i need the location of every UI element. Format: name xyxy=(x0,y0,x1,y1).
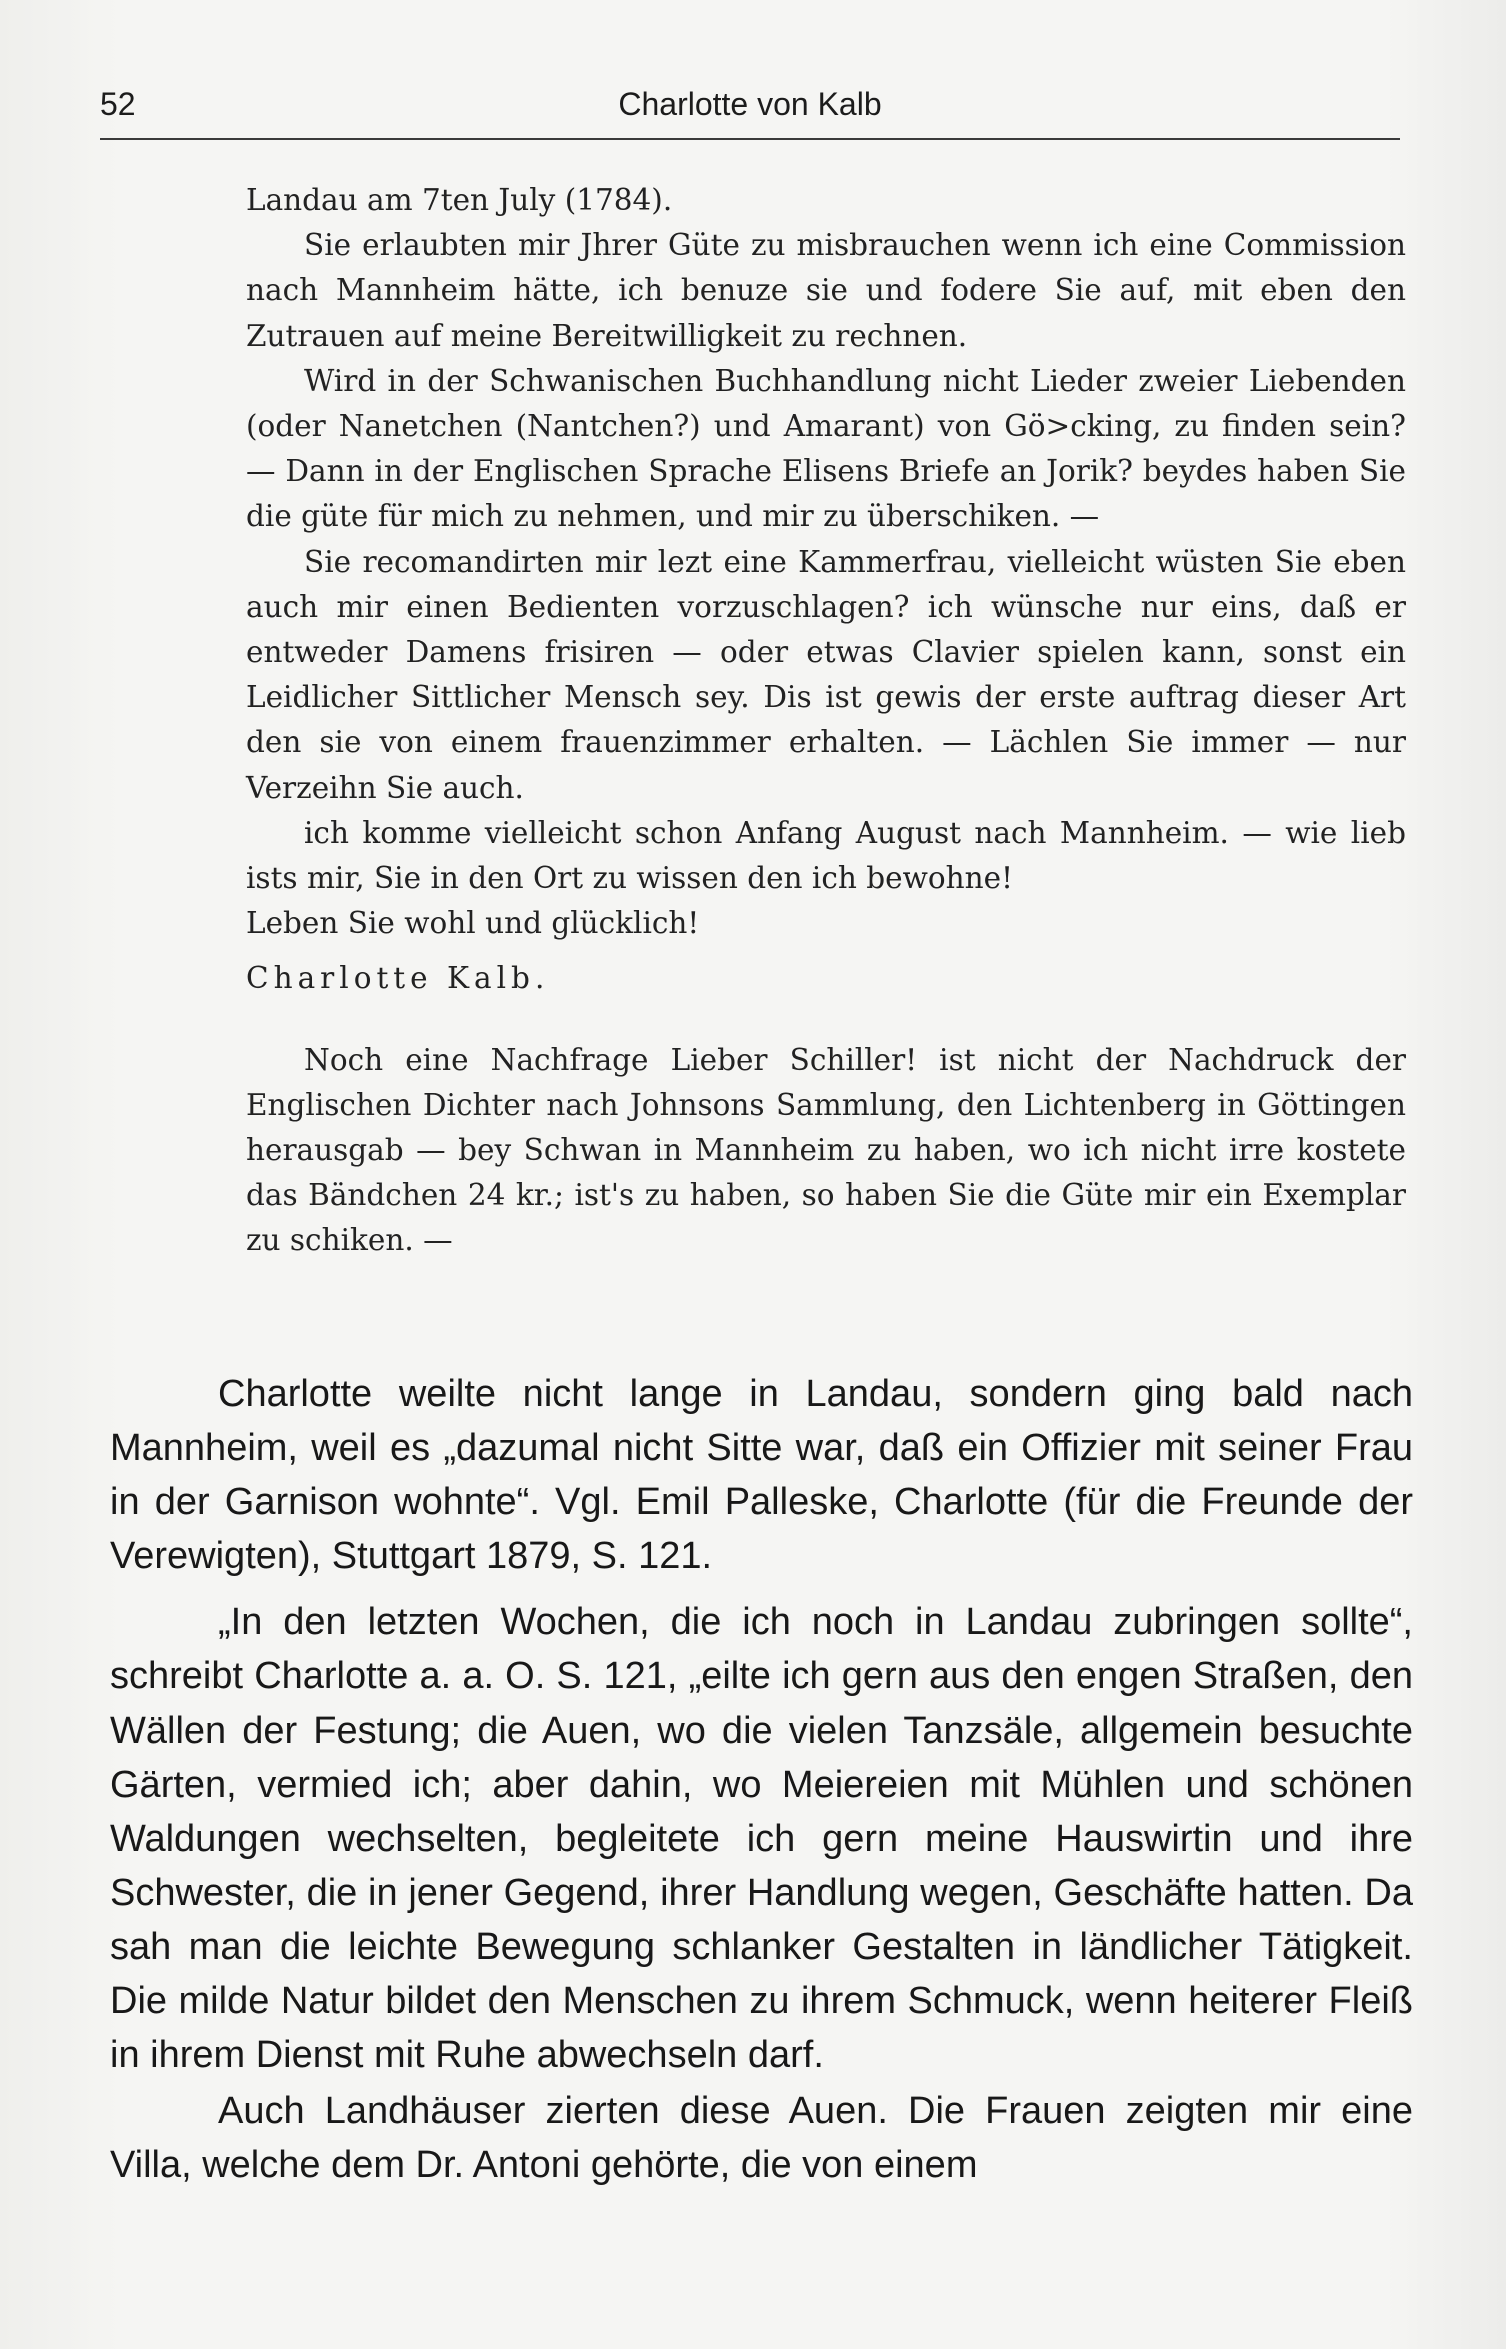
letter-date-line: Landau am 7ten July (1784). xyxy=(246,183,673,217)
letter-closing: Leben Sie wohl und glücklich! xyxy=(246,906,700,941)
header-rule xyxy=(100,138,1400,140)
letter-paragraph: Wird in der Schwanischen Buchhandlung nicht Lieder zweier Liebenden (oder Nanetchen (Nantchen?) und Amarant) von Gö>cking, zu finden sein? — Dann in der Englischen Sprache Elisens Briefe an Jorik? beydes haben Sie die güte für mich zu nehmen, und mir zu überschiken. — xyxy=(246,363,1406,534)
letter-paragraph: ich komme vielleicht schon Anfang August nach Mannheim. — wie lieb ists mir, Sie in den Ort zu wissen den ich bewohne! xyxy=(246,815,1406,896)
letter-signature: Charlotte Kalb. xyxy=(246,961,550,996)
page-header xyxy=(100,86,1400,134)
body-paragraph: Charlotte weilte nicht lange in Landau, sondern ging bald nach Mannheim, weil es „dazumal nicht Sitte war, daß ein Offizier mit seiner Frau in der Garnison wohnte“. Vgl. Emil Palleske, Charlotte (für die Freunde der Verewigten), Stuttgart 1879, S. 121. xyxy=(110,1373,1413,1578)
letter-paragraph: Sie recomandirten mir lezt eine Kammerfrau, vielleicht wüsten Sie eben auch mir einen Bedienten vorzuschlagen? ich wünsche nur eins, daß er entweder Damens frisiren — oder etwas Clavier spielen kann, sonst ein Leidlicher Sittlicher Mensch sey. Dis ist gewis der erste auftrag dieser Art den sie von einem frauenzimmer erhalten. — Lächlen Sie immer — nur Verzeihn Sie auch. xyxy=(246,544,1406,805)
body-paragraph: Auch Landhäuser zierten diese Auen. Die Frauen zeigten mir eine Villa, welche dem Dr. Antoni gehörte, die von einem xyxy=(110,2090,1413,2187)
letter-postscript: Noch eine Nachfrage Lieber Schiller! ist nicht der Nachdruck der Englischen Dichter nach Johnsons Sammlung, den Lichtenberg in Göttingen herausgab — bey Schwan in Mannheim zu haben, wo ich nicht irre kostete das Bändchen 24 kr.; ist's zu haben, so haben Sie die Güte mir ein Exemplar zu schiken. — xyxy=(246,1042,1406,1258)
running-title: Charlotte von Kalb xyxy=(618,86,882,122)
body-paragraph: „In den letzten Wochen, die ich noch in Landau zubringen sollte“, schreibt Charlotte a. a. O. S. 121, „eilte ich gern aus den engen Straßen, den Wällen der Festung; die Auen, wo die vielen Tanzsäle, allgemein besuchte Gärten, vermied ich; aber dahin, wo Meiereien mit Mühlen und schönen Waldungen wechselten, begleitete ich gern meine Hauswirtin und ihre Schwester, die in jener Gegend, ihrer Handlung wegen, Geschäfte hatten. Da sah man die leichte Bewegung schlanker Gestalten in ländlicher Tätigkeit. Die milde Natur bildet den Menschen zu ihrem Schmuck, wenn heiterer Fleiß in ihrem Dienst mit Ruhe abwechseln darf. xyxy=(110,1601,1413,2077)
quoted-letter xyxy=(246,178,1406,1264)
main-text xyxy=(110,1367,1413,2192)
page-number: 52 xyxy=(100,86,136,122)
letter-paragraph: Sie erlaubten mir Jhrer Güte zu misbrauchen wenn ich eine Commission nach Mannheim hätte, ich benuze sie und fodere Sie auf, mit eben den Zutrauen auf meine Bereitwilligkeit zu rechnen. xyxy=(246,228,1406,353)
